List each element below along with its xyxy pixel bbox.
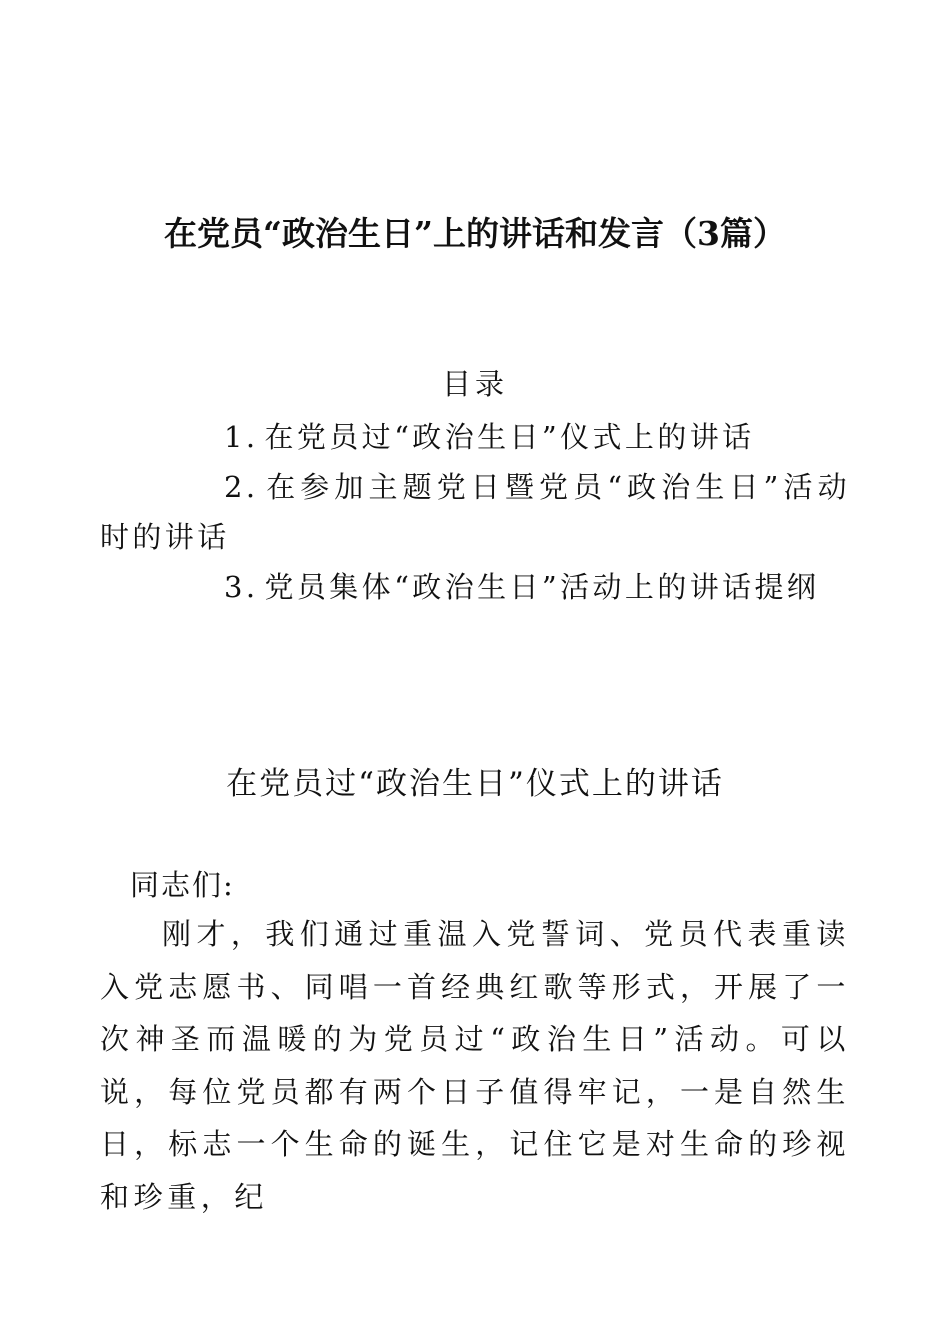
toc-heading: 目录	[441, 367, 508, 401]
toc-item	[100, 412, 850, 462]
table-of-contents	[100, 412, 850, 612]
toc-item-text: 在参加主题党日暨党员“政治生日”活动时的讲话	[100, 470, 850, 554]
toc-item	[100, 462, 850, 562]
toc-item	[100, 562, 850, 612]
toc-item-number: 2.	[224, 470, 259, 504]
section-title: 在党员过“政治生日”仪式上的讲话	[226, 766, 724, 802]
salutation: 同志们:	[130, 868, 235, 902]
body-paragraph: 刚才，我们通过重温入党誓词、党员代表重读入党志愿书、同唱一首经典红歌等形式，开展了一次神圣而温暖的为党员过“政治生日”活动。可以说，每位党员都有两个日子值得牢记，一是自然生日，标志一个生命的诞生，记住它是对生命的珍视和珍重，纪	[100, 917, 850, 1214]
toc-item-text: 党员集体“政治生日”活动上的讲话提纲	[264, 570, 820, 604]
document-title: 在党员“政治生日”上的讲话和发言（3篇）	[164, 214, 786, 253]
toc-item-number: 3.	[224, 570, 259, 604]
toc-item-text: 在党员过“政治生日”仪式上的讲话	[264, 420, 755, 454]
toc-item-number: 1.	[224, 420, 259, 454]
